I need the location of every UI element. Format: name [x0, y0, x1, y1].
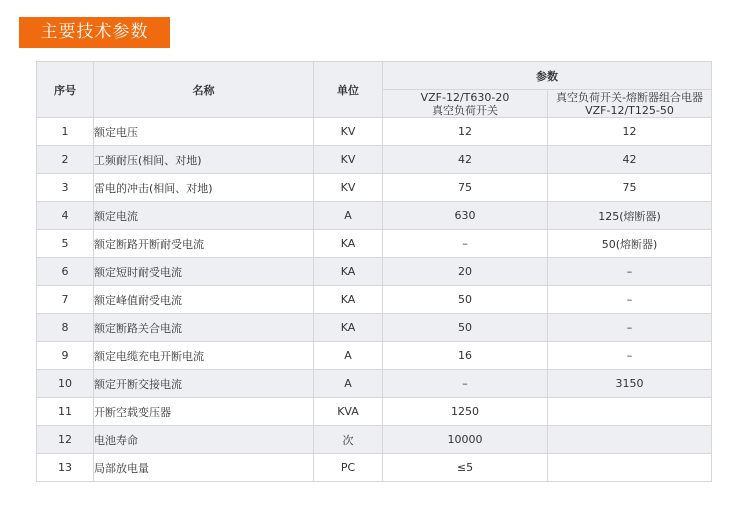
row-index: 6: [37, 258, 94, 286]
table-row: [37, 202, 712, 230]
row-value-product-2: –: [548, 286, 712, 314]
row-name: 开断空载变压器: [94, 398, 314, 426]
row-name: 额定断路开断耐受电流: [94, 230, 314, 258]
row-value-product-2: 50(熔断器): [548, 230, 712, 258]
row-value-product-2: –: [548, 314, 712, 342]
row-index: 3: [37, 174, 94, 202]
row-unit: A: [314, 202, 383, 230]
spec-table: [36, 61, 712, 482]
row-unit: KA: [314, 314, 383, 342]
table-row: [37, 342, 712, 370]
row-unit: KV: [314, 146, 383, 174]
table-row: [37, 370, 712, 398]
row-value-product-1: 630: [383, 202, 548, 230]
row-name: 额定电流: [94, 202, 314, 230]
row-index: 1: [37, 118, 94, 146]
header-name: 名称: [94, 62, 314, 118]
row-name: 雷电的冲击(相间、对地): [94, 174, 314, 202]
header-product-1-model: VZF-12/T630-20: [420, 90, 510, 104]
row-value-product-1: 42: [383, 146, 548, 174]
row-value-product-1: 50: [383, 286, 548, 314]
table-row: [37, 398, 712, 426]
row-name: 额定峰值耐受电流: [94, 286, 314, 314]
row-index: 11: [37, 398, 94, 426]
row-unit: KVA: [314, 398, 383, 426]
row-index: 9: [37, 342, 94, 370]
table-row: [37, 230, 712, 258]
row-value-product-2: 125(熔断器): [548, 202, 712, 230]
spec-table-body: [37, 118, 712, 482]
row-unit: KA: [314, 258, 383, 286]
row-value-product-2: 12: [548, 118, 712, 146]
row-name: 额定断路关合电流: [94, 314, 314, 342]
row-unit: KV: [314, 118, 383, 146]
row-value-product-1: –: [383, 230, 548, 258]
header-product-2-type: 真空负荷开关-熔断器组合电器: [556, 90, 703, 104]
row-unit: KA: [314, 286, 383, 314]
row-unit: KV: [314, 174, 383, 202]
row-name: 额定开断交接电流: [94, 370, 314, 398]
table-row: [37, 454, 712, 482]
header-product-2: [548, 90, 712, 118]
row-value-product-1: 10000: [383, 426, 548, 454]
row-value-product-2: [548, 398, 712, 426]
row-index: 2: [37, 146, 94, 174]
row-value-product-1: 1250: [383, 398, 548, 426]
row-value-product-1: 75: [383, 174, 548, 202]
header-product-1: [383, 90, 548, 118]
header-unit: 单位: [314, 62, 383, 118]
row-unit: PC: [314, 454, 383, 482]
row-value-product-1: –: [383, 370, 548, 398]
row-index: 12: [37, 426, 94, 454]
row-value-product-1: 16: [383, 342, 548, 370]
row-name: 额定电缆充电开断电流: [94, 342, 314, 370]
row-name: 额定短时耐受电流: [94, 258, 314, 286]
table-row: [37, 314, 712, 342]
row-value-product-2: 75: [548, 174, 712, 202]
row-name: 局部放电量: [94, 454, 314, 482]
table-row: [37, 118, 712, 146]
table-row: [37, 174, 712, 202]
header-product-1-type: 真空负荷开关: [432, 103, 498, 117]
header-product-2-model: VZF-12/T125-50: [585, 103, 674, 117]
table-row: [37, 286, 712, 314]
row-name: 工频耐压(相间、对地): [94, 146, 314, 174]
row-value-product-2: 3150: [548, 370, 712, 398]
row-unit: 次: [314, 426, 383, 454]
header-params: 参数: [383, 62, 712, 90]
table-row: [37, 146, 712, 174]
row-value-product-2: [548, 426, 712, 454]
row-unit: KA: [314, 230, 383, 258]
row-value-product-2: 42: [548, 146, 712, 174]
row-index: 7: [37, 286, 94, 314]
row-name: 额定电压: [94, 118, 314, 146]
row-value-product-1: 20: [383, 258, 548, 286]
row-unit: A: [314, 370, 383, 398]
table-row: [37, 426, 712, 454]
section-title: 主要技术参数: [19, 17, 170, 48]
row-unit: A: [314, 342, 383, 370]
row-index: 10: [37, 370, 94, 398]
row-value-product-2: [548, 454, 712, 482]
table-row: [37, 258, 712, 286]
row-value-product-2: –: [548, 258, 712, 286]
row-index: 13: [37, 454, 94, 482]
row-name: 电池寿命: [94, 426, 314, 454]
row-value-product-1: ≤5: [383, 454, 548, 482]
row-value-product-2: –: [548, 342, 712, 370]
header-index: 序号: [37, 62, 94, 118]
row-index: 8: [37, 314, 94, 342]
row-index: 4: [37, 202, 94, 230]
row-value-product-1: 50: [383, 314, 548, 342]
row-value-product-1: 12: [383, 118, 548, 146]
row-index: 5: [37, 230, 94, 258]
